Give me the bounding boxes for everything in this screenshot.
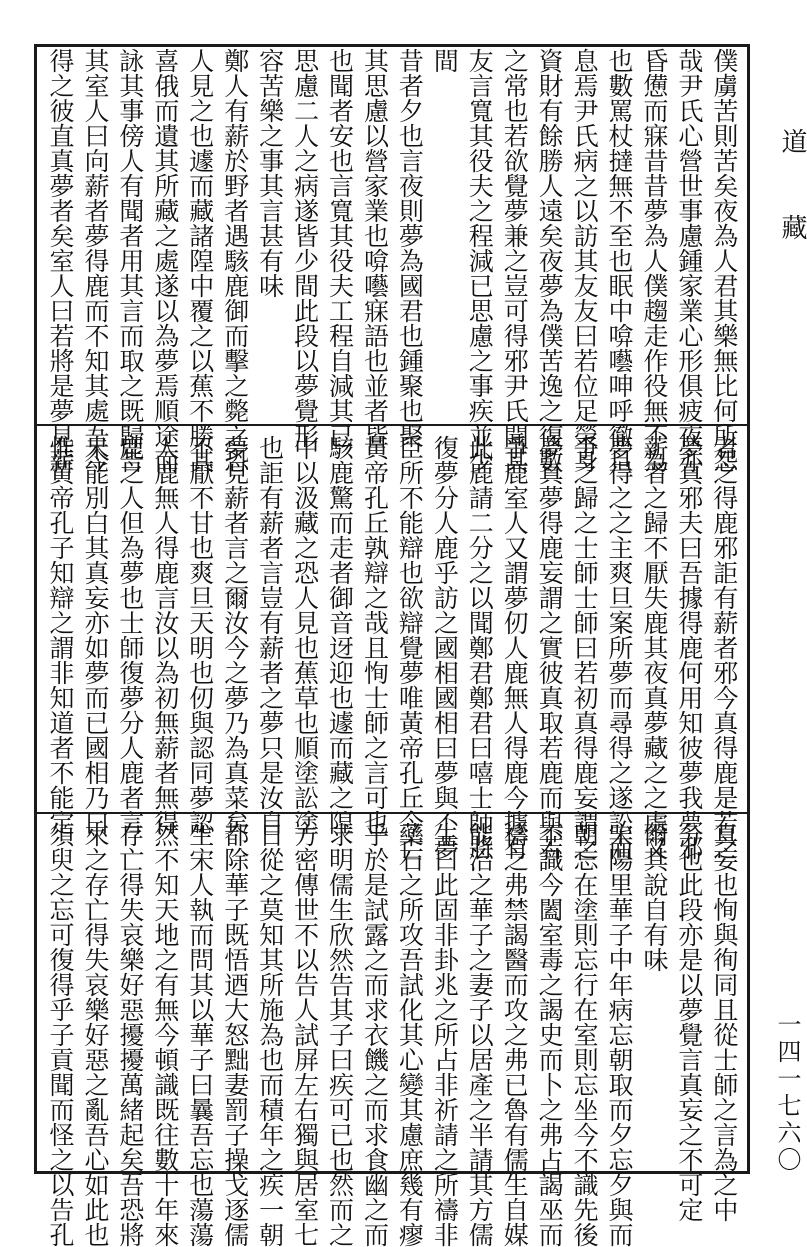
text-column: 鄭人有薪於野者遇駭鹿御而擊之斃之恐 [220, 48, 250, 473]
text-column: 朝忘在塗則忘行在室則忘坐今不識先後 [570, 822, 600, 1247]
text-column: 方密傳世不以告人試屏左右獨與居室七 [290, 822, 320, 1247]
text-column: 復夢分人鹿乎訪之國相國相曰夢與不夢 [430, 435, 460, 860]
text-column: 宋陽里華子中年病忘朝取而夕忘夕與而 [605, 822, 634, 1247]
text-panel-top [37, 48, 747, 473]
text-column: 禱之弗禁謁醫而攻之弗已魯有儒生自媒 [500, 822, 530, 1247]
text-column: 之常也若欲覺夢兼之豈可得邪尹氏聞其 [500, 48, 530, 473]
text-column: 駭鹿驚而走者御音迓迎也遽而藏之隍 [325, 435, 355, 835]
text-column: 間 [430, 48, 460, 73]
text-column: 其思慮以營家業也啽囈寐語也並者皆 [360, 48, 390, 448]
text-column: 昏憊而寐昔昔夢為人僕趨走作役無不為 [639, 48, 669, 473]
text-column: 人見之也遽而藏諸隍中覆之以蕉不勝其 [185, 48, 215, 473]
panel-divider [37, 812, 747, 814]
text-column: 鹿之人但為夢也士師復夢分人鹿者言 [115, 435, 145, 835]
text-column: 藥石之所攻吾試化其心變其慮庶幾有瘳 [395, 822, 425, 1247]
text-column: 日從之莫知其所施為也而積年之疾一朝 [255, 822, 285, 1247]
text-column: 此鹿請二分之以聞鄭君鄭君曰嘻士師將 [465, 435, 495, 860]
text-column: 乎於是試露之而求衣饑之而求食幽之而 [360, 822, 390, 1247]
text-column: 都除華子既悟迺大怒黜妻罰子操戈逐儒 [220, 822, 250, 1247]
text-column: 容苦樂之事其言甚有味 [255, 48, 285, 298]
text-column: 僕虜苦則苦矣夜為人君其樂無比何所怨 [709, 48, 739, 473]
text-column: 能治之華子之妻子以居產之半請其方儒 [465, 822, 495, 1247]
text-column: 未能別白其真妄亦如夢而已國相乃曰 [80, 435, 110, 835]
text-column: 須臾之忘可復得乎子貢聞而怪之以告孔 [46, 822, 75, 1247]
text-column: 爾其說自有味 [639, 822, 669, 972]
text-column: 得之彼直真夢者矣室人曰若將是夢見薪 [46, 48, 75, 473]
text-panel-middle [37, 435, 747, 860]
text-column: 生曰此固非卦兆之所占非祈請之所禱非 [430, 822, 460, 1247]
text-column: 生宋人執而問其以華子曰曩吾忘也蕩蕩 [185, 822, 215, 1247]
text-column: 爭鹿室人又謂夢仞人鹿無人得鹿今據有 [500, 435, 530, 860]
text-column: 詠其事傍人有聞者用其言而取之既歸告 [115, 48, 145, 473]
text-column: 爭之歸之士師士師曰若初真得鹿妄謂之 [570, 435, 600, 860]
text-column: 夢見薪者言之爾汝今之夢乃為真菜矣 [220, 435, 250, 835]
text-column: 分也此段亦是以夢覺言真妄之不可定 [674, 822, 704, 1222]
collection-title: 道藏 [777, 128, 807, 300]
text-column: 友言寬其役夫之程減已思慮之事疾並少 [465, 48, 495, 473]
text-column: 夢得之之主爽旦案所夢而尋得之遂訟而 [605, 435, 634, 860]
text-column: 喜俄而遺其所藏之處遂以為夢焉順途而 [150, 48, 180, 473]
text-column: 人鹿無人得鹿言汝以為初無薪者無得 [150, 435, 180, 835]
text-column: 不厭不甘也爽旦天明也仞與認同夢認 [185, 435, 215, 835]
text-column: 不識今闔室毒之謁史而卜之弗占謁巫而 [535, 822, 565, 1247]
page-number: 一四一七六〇 [773, 1012, 801, 1174]
text-column: 昔者夕也言夜則夢為國君也鍾聚也聚 [395, 48, 425, 448]
text-column: 者之得鹿邪詎有薪者邪今真得鹿是若之 [709, 435, 739, 860]
text-column: 求明儒生欣然告其子曰疾可已也然而之 [325, 822, 355, 1247]
text-column: 也數罵杖撻無不至也眠中啽囈呻呼徹旦 [605, 48, 634, 473]
text-column: 存亡得失哀樂好惡擾擾萬緒起矣吾恐將 [115, 822, 145, 1247]
text-column: 黃帝孔丘孰辯之哉且恂士師之言可也 [360, 435, 390, 835]
text-column: 惟黃帝孔子知辯之謂非知道者不能定 [46, 435, 75, 835]
text-column: 哉尹氏心營世事慮鍾家業心形俱疲夜亦 [674, 48, 704, 473]
text-column: 也聞者安也言寬其役夫工程自減其已 [325, 48, 355, 448]
text-column: 資財有餘勝人遠矣夜夢為僕苦逸之復數 [535, 48, 565, 473]
text-column: 思慮二人之病遂皆少間此段以夢覺形 [290, 48, 320, 448]
text-column: 薪者之歸不厭失鹿其夜真夢藏之之處又 [639, 435, 669, 860]
text-column: 臣所不能辯也欲辯覺夢唯黃帝孔丘今亡 [395, 435, 425, 860]
text-column: 夢真夢得鹿妄謂之實彼真取若鹿而與若 [535, 435, 565, 860]
text-column: 然不知天地之有無今頓識既往數十年來 [150, 822, 180, 1247]
panel-divider [37, 424, 747, 426]
text-column: 其室人曰向薪者夢得鹿而不知其處吾今 [80, 48, 110, 473]
text-column: 真妄也恂與徇同且從士師之言為之中 [709, 822, 739, 1222]
text-column: 息焉尹氏病之以訪其友友曰若位足榮身 [570, 48, 600, 473]
text-column: 夢真邪夫曰吾據得鹿何用知彼夢我夢邪 [674, 435, 704, 860]
text-column: 中以汲藏之恐人見也蕉草也順塗訟塗 [290, 435, 320, 835]
text-column: 也詎有薪者言豈有薪者之夢只是汝自 [255, 435, 285, 835]
text-column: 來之存亡得失哀樂好惡之亂吾心如此也 [80, 822, 110, 1247]
text-panel-bottom [37, 822, 747, 1247]
